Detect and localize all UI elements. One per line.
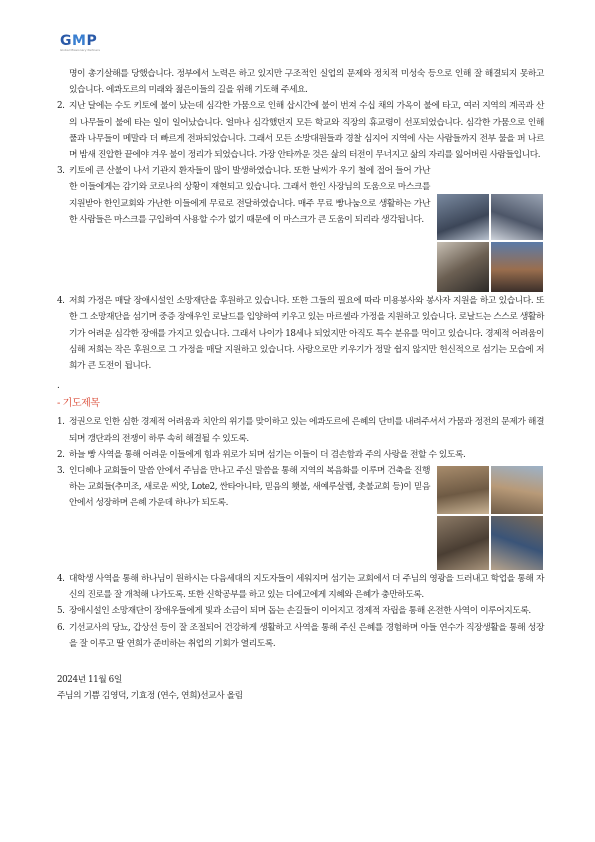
photo-students-1 <box>436 515 490 571</box>
photo-masks-2 <box>490 193 544 241</box>
prayer-item-3: 3. 인디헤나 교회들이 말씀 안에서 주님을 만나고 주신 말씀을 통해 지역의 복음화를 이루며 건축을 진행하는 교회들(추미조, 새로운 씨앗, Lote2, 싼타아니타, 믿음의 횃불, 새예루살렘, 촛불교회 등)이 믿음 안에서 성장하며 은혜 가운데 하나가 되도록. <box>57 463 544 571</box>
photo-people-1 <box>436 241 490 293</box>
news-item-4: 4. 저희 가정은 매달 장애시설인 소망재단을 후원하고 있습니다. 또한 그들의 필요에 따라 미용봉사와 봉사자 지원을 하고 있습니다. 또한 그 소망재단을 섬기며 중증 장애우인 로날드를 입양하여 키우고 있는 마르셀라 가정을 지원하고 있습니다. 로날드는 스스로 생활하기가 어려운 심각한 장애를 가지고 있습니다. 그래서 나이가 18세나 되었지만 아직도 특수 분유를 먹이고 있습니다. 경제적 어려움이 심해 저희는 작은 후원으로 그 가정을 매달 지원하고 있습니다. 사랑으로만 키우기가 정말 쉽지 않지만 헌신적으로 섬기는 모습에 저희가 큰 도전이 됩니다. <box>57 296 544 372</box>
photo-church-1 <box>436 465 490 515</box>
photo-masks-1 <box>436 193 490 241</box>
letter-signature: 주님의 기쁨 김영덕, 기효정 (연수, 연희)선교사 올림 <box>57 691 243 702</box>
prayer-item-2: 2. 하늘 빵 사역을 통해 어려운 이들에게 힘과 위로가 되며 섬기는 이들이 더 겸손함과 주의 사랑을 전할 수 있도록. <box>57 449 466 460</box>
prayer-item-6: 6. 기선교사의 당뇨, 갑상선 등이 잘 조절되어 건강하게 생활하고 사역을 통해 주신 은혜를 경험하며 아들 연수가 직장생활을 통해 성장을 잘 이루고 딸 연희가 준비하는 취업의 기회가 열리도록. <box>57 622 544 649</box>
logo-subtitle: Global Missionary Partners <box>60 48 100 52</box>
gmp-logo: GMP Global Missionary Partners <box>60 34 104 56</box>
church-photos <box>436 465 544 571</box>
news-item-3: 3. 키토에 큰 산불이 나서 기관지 환자들이 많이 발생하였습니다. 또한 날씨가 우기 철에 접어 들어 가난한 이들에게는 감기와 코로나의 상황이 재현되고 있습니다. 그래서 한인 사장님의 도움으로 마스크를 지원받아 한인교회와 가난한 이들에게 무료로 전달하였습니다. 매주 무료 빵나눔으로 생활하는 가난한 사람들은 마스크를 구입하여 사용할 수가 없기 때문에 이 마스크가 큰 도움이 되리라 생각됩니다. <box>57 163 544 293</box>
letter-date: 2024년 11월 6일 <box>57 675 122 686</box>
letter-body <box>57 66 544 704</box>
prayer-item-1: 1. 정권으로 인한 심한 경제적 어려움과 치안의 위기를 맞이하고 있는 에콰도르에 은혜의 단비를 내려주셔서 가뭄과 정전의 문제가 해결되며 갱단과의 전쟁이 하루 속히 해결될 수 있도록. <box>57 417 544 444</box>
intro-paragraph: 명이 총기살해를 당했습니다. 정부에서 노력은 하고 있지만 구조적인 실업의 문제와 정치적 미성숙 등으로 인해 잘 해결되지 못하고 있습니다. 에콰도르의 미래와 젊은이들의 길을 위해 기도해 주세요. <box>69 69 544 96</box>
photo-people-2 <box>490 241 544 293</box>
prayer-item-4: 4. 대학생 사역을 통해 하나님이 원하시는 다음세대의 지도자들이 세워지며 섬기는 교회에서 더 주님의 영광을 드러내고 학업을 통해 자신의 진로를 잘 개척해 나가도록. 또한 신학공부를 하고 있는 디에고에게 지혜와 은혜가 충만하도록. <box>57 574 544 601</box>
photo-church-2 <box>490 465 544 515</box>
separator-dot: . <box>57 381 60 392</box>
mask-delivery-photos <box>436 193 544 293</box>
prayer-item-5: 5. 장애시설인 소망재단이 장애우들에게 빛과 소금이 되며 돕는 손길들이 이어지고 경제적 자립을 통해 온전한 사역이 이루어지도록. <box>57 606 531 617</box>
prayer-section-title: - 기도제목 <box>57 398 100 410</box>
news-item-2: 2. 지난 달에는 수도 키토에 불이 났는데 심각한 가뭄으로 인해 삽시간에 불이 번져 수십 채의 가옥이 불에 타고, 여러 지역의 계곡과 산의 나무들이 불에 타는 일이 일어났습니다. 얼마나 심각했던지 모든 학교와 직장의 휴교령이 선포되었습니다. 심각한 가뭄으로 인해 풀과 나무들이 메말라 더 빠르게 전파되었습니다. 그래서 모든 소방대원들과 경찰 심지어 지역에 사는 사람들까지 전부 물을 퍼 나르며 밤새 진압한 끝에야 겨우 불이 정리가 되었습니다. 가장 안타까운 것은 삶의 터전이 무너지고 삶의 자리를 잃어버린 사람들입니다. <box>57 101 544 161</box>
photo-students-2 <box>490 515 544 571</box>
